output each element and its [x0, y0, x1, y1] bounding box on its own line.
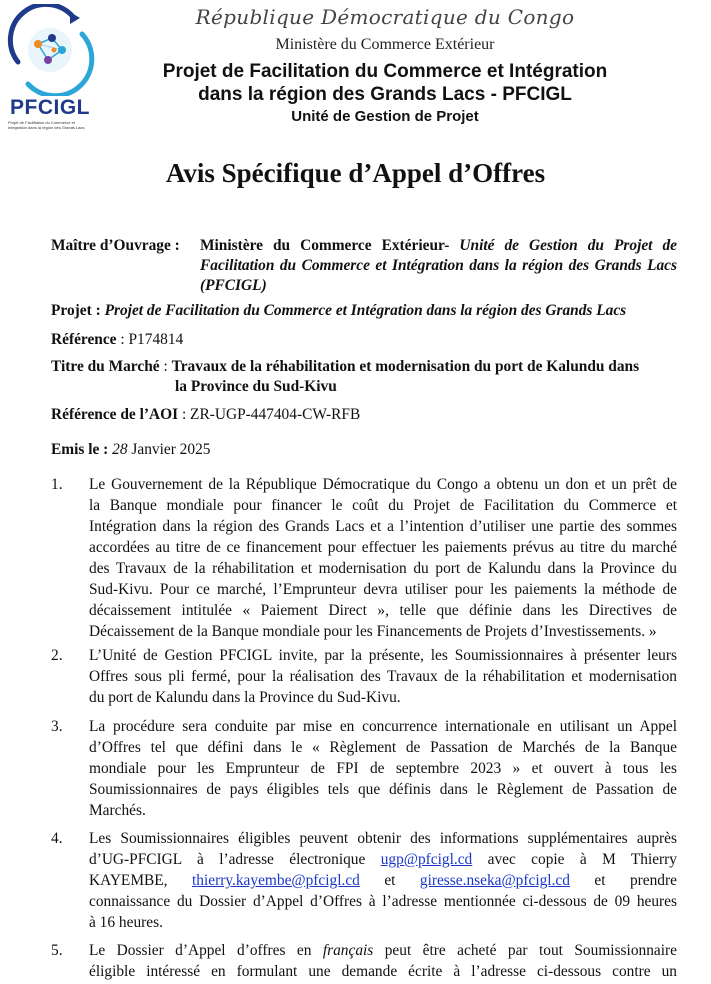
item-line: accordées au titre de ce financement pour effectuer les paiements prévus au titre du marché [89, 539, 677, 556]
item-number: 2. [51, 647, 63, 664]
item-line-with-email [89, 849, 677, 870]
item-line: décaissement intitulée « Paiement Direct », telle que définie dans les Directives de [89, 602, 677, 619]
item-line: mondiale pour les Emprunteur de FPI de septembre 2023 » et ouvert à tous les [89, 760, 677, 777]
item-line: la Banque mondiale pour financer le coût du Projet de Facilitation du Commerce et [89, 497, 677, 514]
item-line: La procédure sera conduite par mise en concurrence internationale en utilisant un Appel [89, 718, 677, 735]
item-line: du port de Kalundu dans la Province du Sud-Kivu. [89, 689, 401, 706]
item-line: Soumissionnaires de pays éligibles tels que définis dans le Règlement de Passation de [89, 781, 677, 798]
item-line [89, 940, 677, 961]
item-line: Le Gouvernement de la République Démocratique du Congo a obtenu un don et un prêt de [89, 476, 677, 493]
letterhead [0, 0, 711, 135]
maitre-ouvrage-value [200, 236, 677, 296]
item-text [89, 474, 677, 642]
projet-value: Projet de Facilitation du Commerce et Intégration dans la région des Grands Lacs [104, 302, 627, 319]
item-number: 4. [51, 830, 63, 847]
item-line: Intégration dans la région des Grands Lacs et a l’intention d’utiliser une partie des sommes [89, 518, 677, 535]
item-text-segment: KAYEMBE, [89, 872, 168, 889]
item-line: éligible intéressé en formulant une demande écrite à l’adresse ci-dessous contre un [89, 963, 677, 980]
projet-label: Projet : [51, 302, 101, 319]
republic-heading: République Démocratique du Congo [195, 5, 575, 29]
item-line: connaissance du Dossier d’Appel d’Offres à l’adresse mentionnée ci-dessous de 09 heures [89, 893, 677, 910]
logo-caption: Projet de Facilitation du Commerce et Intégration dans la région des Grands Lacs [8, 120, 85, 130]
item-line: Décaissement de la Banque mondiale pour les Financements de Projets d’Investissements. » [89, 623, 657, 640]
language-french: français [322, 942, 374, 959]
aoi-label: Référence de l’AOI [51, 406, 179, 423]
item-line: à 16 heures. [89, 914, 163, 931]
item-line: d’Offres tel que défini dans le « Règlement de Passation de Marchés de la Banque [89, 739, 677, 756]
item-text-segment: et [384, 872, 396, 889]
item-number: 5. [51, 942, 63, 959]
item-line: Offres sous pli fermé, pour la réalisation des Travaux de la réhabilitation et modernisation [89, 668, 677, 685]
item-text [89, 645, 677, 708]
email-link-giresse[interactable]: giresse.nseka@pfcigl.cd [419, 872, 570, 889]
titre-marche-label: Titre du Marché [51, 358, 160, 375]
reference-field [51, 330, 677, 350]
item-text-segment: avec copie à M Thierry [487, 851, 677, 868]
item-line: Marchés. [89, 802, 146, 819]
item-text [89, 716, 677, 821]
emis-field [51, 440, 677, 460]
unit-heading: Unité de Gestion de Projet [291, 108, 479, 125]
titre-marche-line1: Travaux de la réhabilitation et modernisation du port de Kalundu dans [171, 358, 640, 375]
emis-label: Emis le : [51, 441, 109, 458]
item-line: L’Unité de Gestion PFCIGL invite, par la présente, les Soumissionnaires à présenter leurs [89, 647, 677, 664]
reference-label: Référence [51, 331, 117, 348]
maitre-ouvrage-label: Maître d’Ouvrage : [51, 237, 180, 254]
network-globe-icon [4, 4, 96, 96]
emis-day: 28 [112, 441, 128, 458]
item-text [89, 940, 677, 982]
maitre-ouvrage-ministry: Ministère du Commerce Extérieur- [200, 237, 450, 254]
projet-field [51, 301, 677, 321]
item-line-with-emails [89, 870, 677, 891]
titre-marche-field [51, 357, 677, 377]
item-text-segment: d’UG-PFCIGL à l’adresse électronique [89, 851, 366, 868]
email-link-ugp[interactable]: ugp@pfcigl.cd [380, 851, 473, 868]
aoi-value: : ZR-UGP-447404-CW-RFB [181, 406, 361, 423]
emis-month-year: Janvier 2025 [131, 441, 211, 458]
aoi-field [51, 405, 677, 425]
project-heading-line1: Projet de Facilitation du Commerce et Intégration [162, 61, 608, 82]
document-title: Avis Spécifique d’Appel d’Offres [165, 158, 546, 188]
maitre-ouvrage-unit: Unité de Gestion du Projet de Facilitation du Commerce et Intégration dans la région des Grands Lacs (PFCIGL) [200, 237, 677, 294]
item-text-segment: et prendre [594, 872, 677, 889]
item-text [89, 828, 677, 933]
project-heading-line2: dans la région des Grands Lacs - PFCIGL [198, 84, 572, 105]
item-line: des Travaux de la réhabilitation et modernisation du port de Kalundu dans la Province du [89, 560, 677, 577]
item-text-segment: peut être acheté par tout Soumissionnaire [384, 942, 677, 959]
item-number: 3. [51, 718, 63, 735]
logo-name: PFCIGL [10, 96, 90, 119]
titre-marche-sep: : [163, 358, 168, 375]
reference-value: : P174814 [120, 331, 184, 348]
item-text-segment: Le Dossier d’Appel d’offres en [89, 942, 312, 959]
titre-marche-line2: la Province du Sud-Kivu [175, 378, 337, 395]
item-line: Les Soumissionnaires éligibles peuvent obtenir des informations supplémentaires auprès [89, 830, 677, 847]
item-number: 1. [51, 476, 63, 493]
project-heading [100, 60, 670, 106]
email-link-thierry[interactable]: thierry.kayembe@pfcigl.cd [191, 872, 360, 889]
ministry-heading: Ministère du Commerce Extérieur [275, 36, 495, 53]
pfcigl-logo [4, 4, 96, 132]
item-line: Sud-Kivu. Pour ce marché, l’Emprunteur devra utiliser pour les paiements la méthode de [89, 581, 677, 598]
